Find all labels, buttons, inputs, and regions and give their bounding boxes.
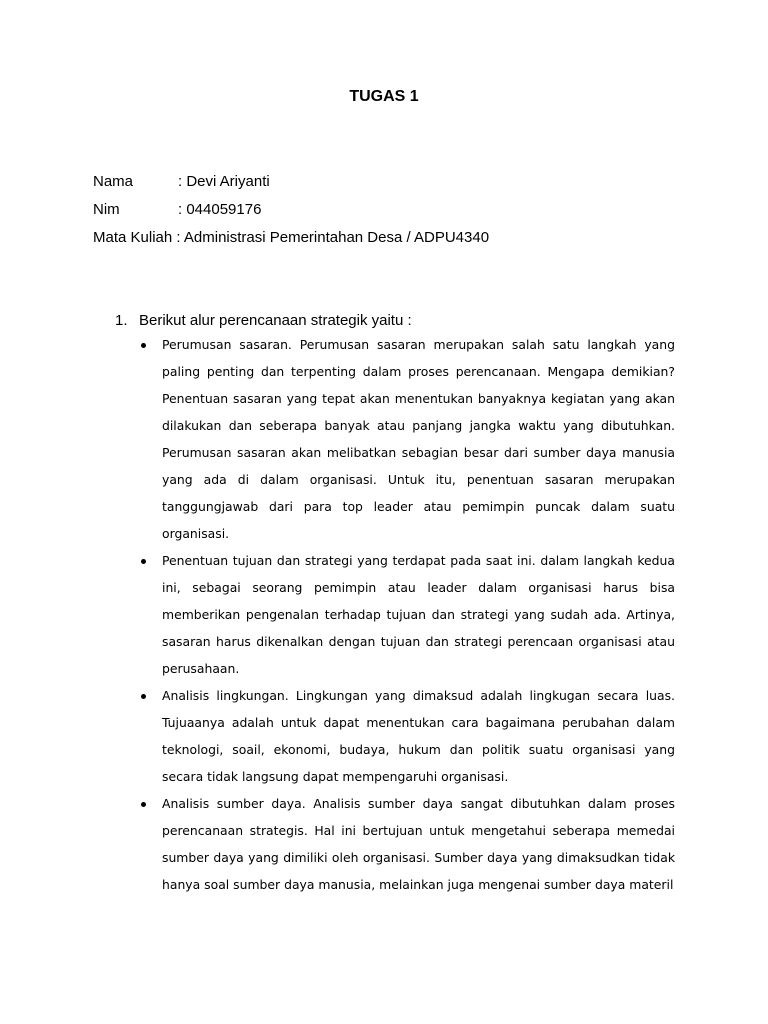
student-info xyxy=(93,171,489,255)
bullet-icon xyxy=(141,694,146,699)
section-heading xyxy=(115,311,675,331)
info-value: : Administrasi Pemerintahan Desa / ADPU4340 xyxy=(172,229,490,246)
list-item-text: Analisis sumber daya. Analisis sumber daya sangat dibutuhkan dalam proses perencanaan strategis. Hal ini bertujuan untuk mengetahui seberapa memedai sumber daya yang dimiliki oleh organisasi. Sumber daya yang dimaksudkan tidak hanya soal sumber daya manusia, melainkan juga mengenai sumber daya materil xyxy=(162,796,675,892)
section-number: 1. xyxy=(115,312,128,329)
question-section xyxy=(115,311,675,892)
list-item xyxy=(115,790,675,898)
bullet-icon xyxy=(141,559,146,564)
info-label: Nama xyxy=(93,173,134,190)
list-item-text: Analisis lingkungan. Lingkungan yang dimaksud adalah lingkugan secara luas. Tujuaanya adalah untuk dapat menentukan cara bagaimana perubahan dalam teknologi, soail, ekonomi, budaya, hukum dan politik suatu organisasi yang secara tidak langsung dapat mempengaruhi organisasi. xyxy=(162,688,675,784)
list-item xyxy=(115,682,675,790)
list-item xyxy=(115,331,675,547)
bullet-icon xyxy=(141,343,146,348)
list-item-text: Perumusan sasaran. Perumusan sasaran merupakan salah satu langkah yang paling penting dan terpenting dalam proses perencanaan. Mengapa demikian? Penentuan sasaran yang tepat akan menentukan banyaknya kegiatan yang akan dilakukan dan seberapa banyak atau panjang jangka waktu yang dibutuhkan. Perumusan sasaran akan melibatkan sebagian besar dari sumber daya manusia yang ada di dalam organisasi. Untuk itu, penentuan sasaran merupakan tanggungjawab dari para top leader atau pemimpin puncak dalam suatu organisasi. xyxy=(162,337,675,541)
info-row-course xyxy=(93,227,489,255)
list-item xyxy=(115,547,675,682)
info-value: : 044059176 xyxy=(178,201,262,218)
info-row-name xyxy=(93,171,489,199)
info-value: : Devi Ariyanti xyxy=(178,173,270,190)
info-row-nim xyxy=(93,199,489,227)
list-item-text: Penentuan tujuan dan strategi yang terdapat pada saat ini. dalam langkah kedua ini, sebagai seorang pemimpin atau leader dalam organisasi harus bisa memberikan pengenalan terhadap tujuan dan strategi yang sudah ada. Artinya, sasaran harus dikenalkan dengan tujuan dan strategi perencaan organisasi atau perusahaan. xyxy=(162,553,675,676)
info-label: Mata Kuliah xyxy=(93,229,173,246)
section-heading-text: Berikut alur perencanaan strategik yaitu : xyxy=(139,312,412,329)
bullet-icon xyxy=(141,802,146,807)
info-label: Nim xyxy=(93,201,120,218)
document-title: TUGAS 1 xyxy=(349,88,419,105)
bullet-list xyxy=(115,331,675,898)
